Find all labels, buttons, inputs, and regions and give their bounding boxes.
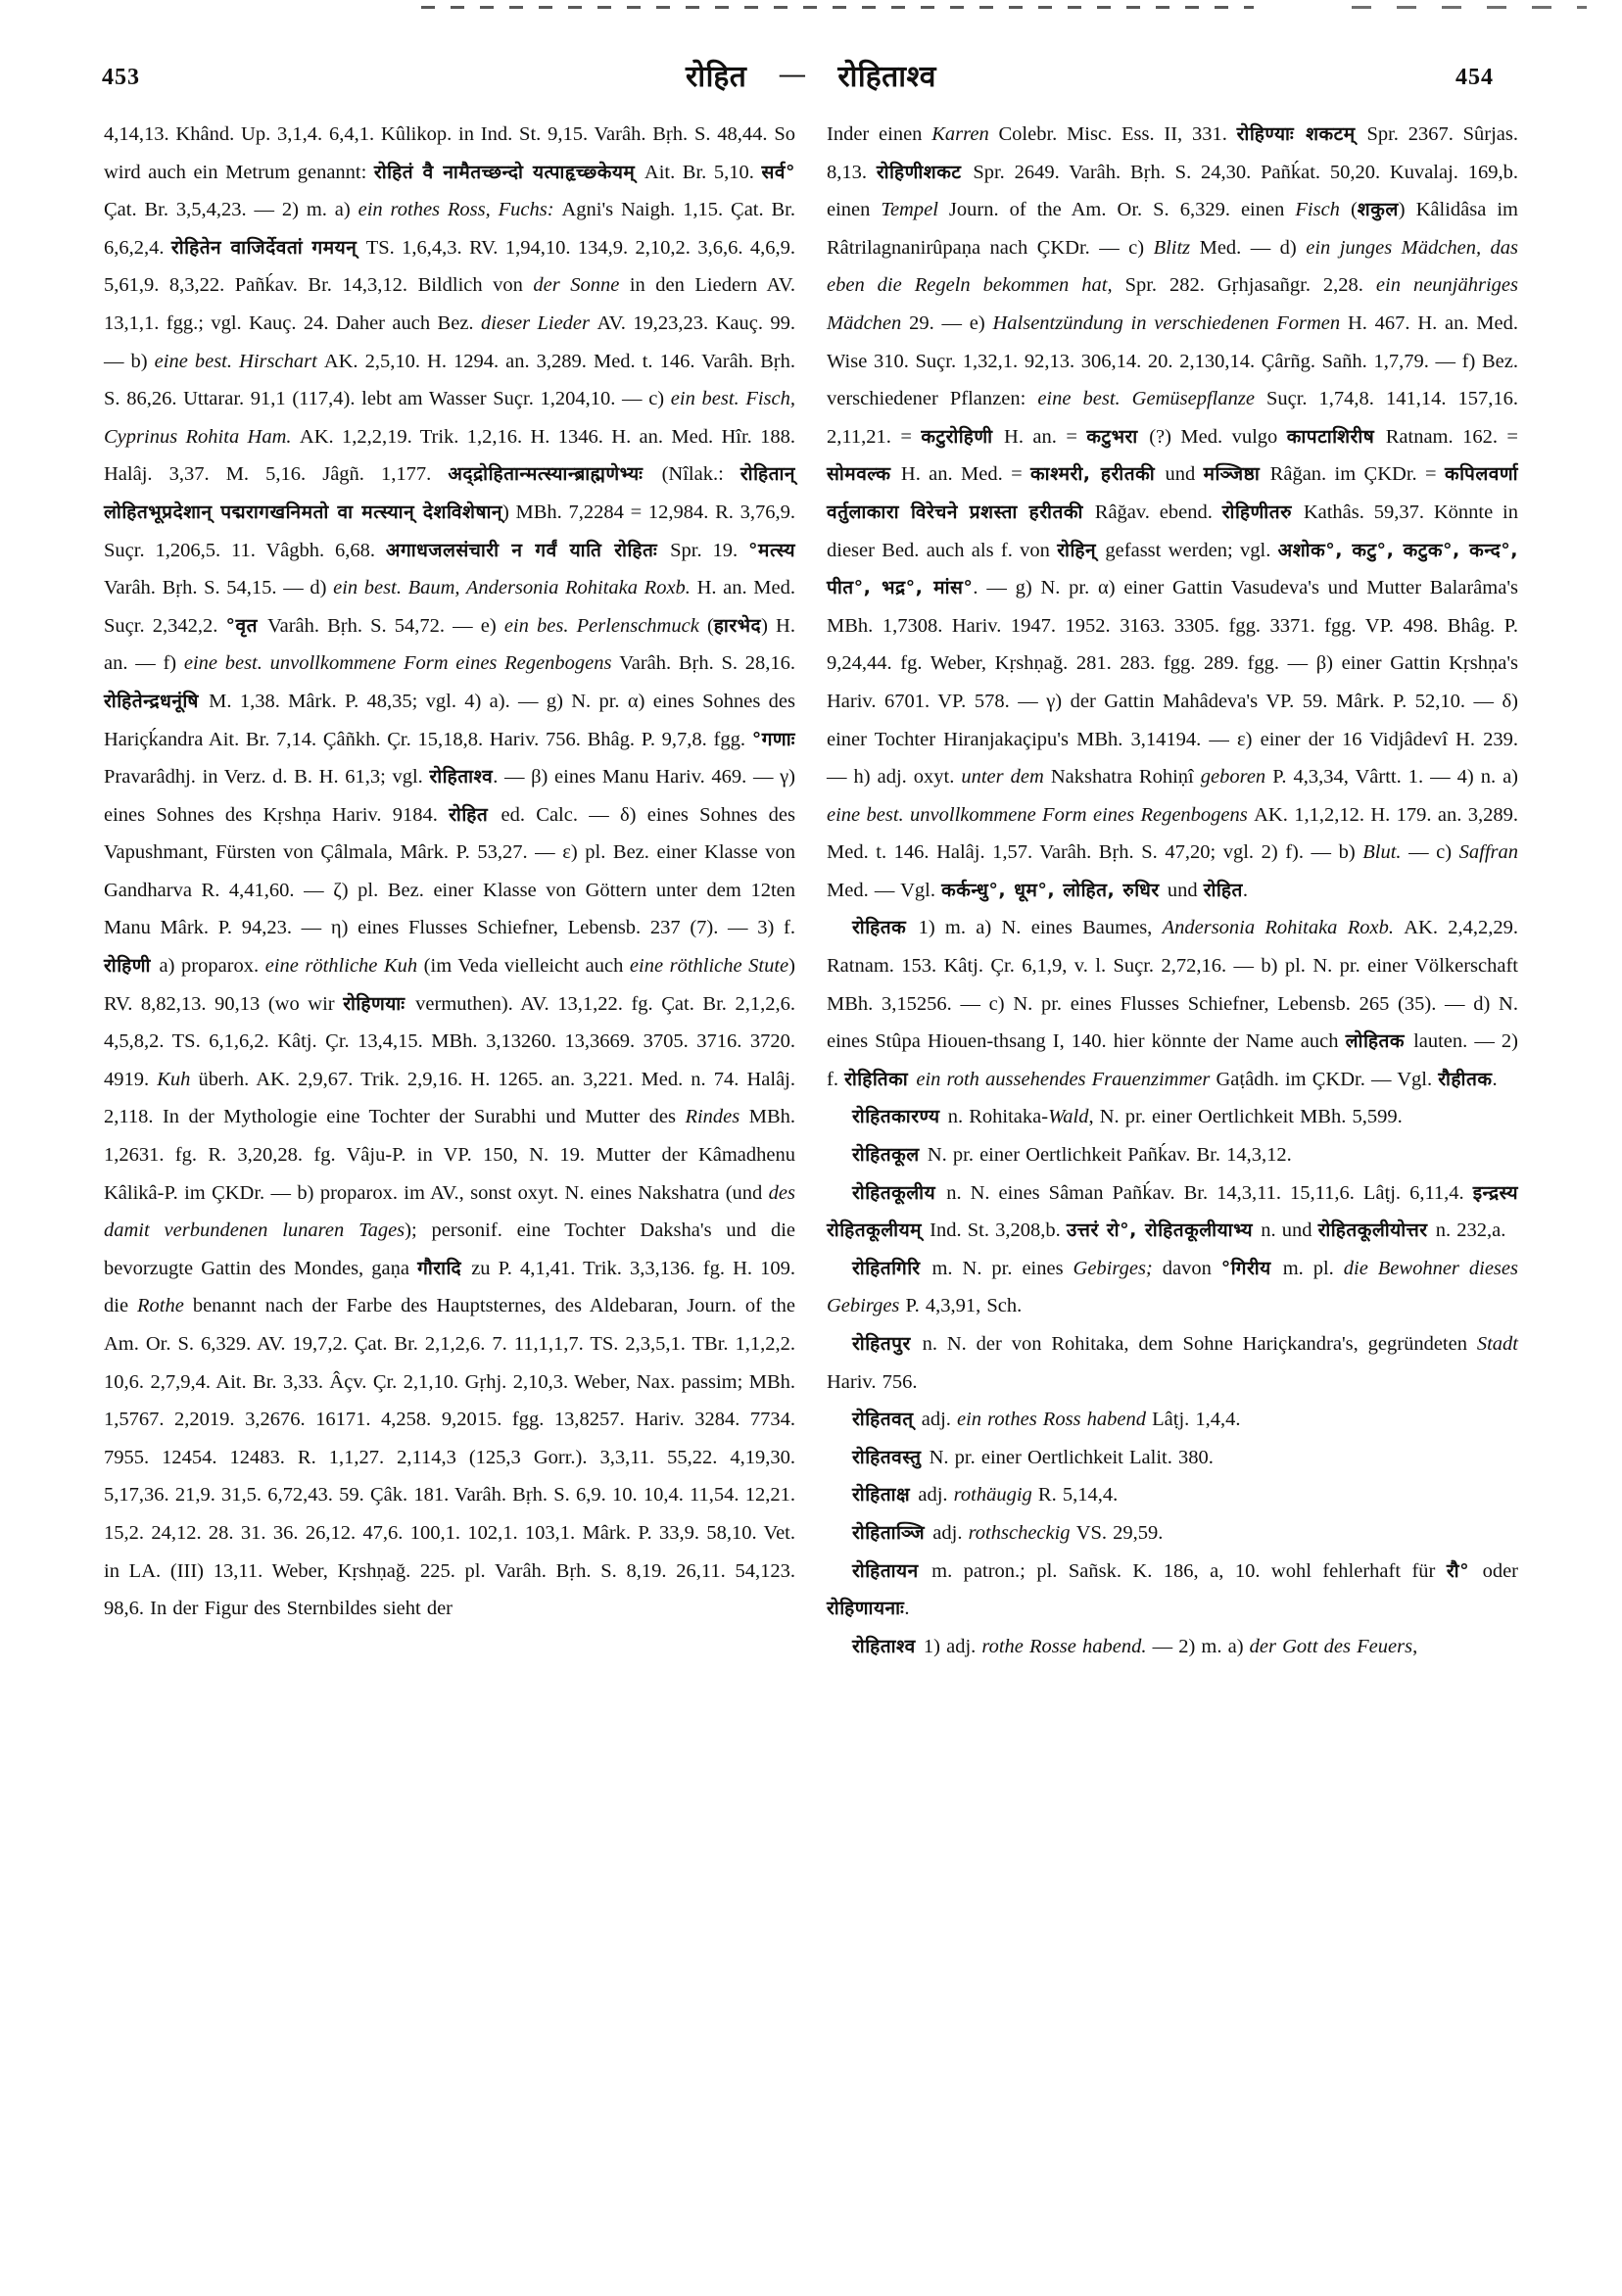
text-run: AK. 1,2,2,19. Trik. 1,2,16. H. 1346. H. an. Med. Hîr. 188. Halâj. 3,37. M. 5,16. Jâgñ. 1,177. <box>104 425 795 486</box>
column-right-454 <box>827 116 1518 1665</box>
devanagari-run: रोहितक <box>852 917 919 939</box>
text-run: und <box>1167 879 1204 901</box>
entry-paragraph <box>827 1325 1518 1401</box>
devanagari-run: अद्द्रोहितान्मत्स्यान्ब्राह्मणेभ्यः <box>448 463 662 486</box>
text-run: (Nîlak.: <box>661 463 740 486</box>
text-run: Varâh. Bṛh. S. 54,15. — d) <box>104 577 334 599</box>
devanagari-run: उत्तरं रो°, रोहितकूलीयाभ्य <box>1066 1220 1262 1242</box>
italic-run: ein junges Mädchen, das eben die Regeln bekommen hat, <box>827 236 1518 297</box>
italic-run: Tempel <box>881 199 949 221</box>
devanagari-run: गौरादि <box>417 1257 472 1279</box>
text-run: davon <box>1162 1257 1221 1279</box>
page-number-left: 453 <box>102 65 140 90</box>
text-run: ) RV. 8,82,13. 90,13 (wo wir <box>104 955 795 1015</box>
text-run: H. an. Med. Suçr. 2,342,2. <box>104 577 795 637</box>
text-run: ); personif. eine Tochter Daksha's und die bevorzugte Gattin des Mondes, gaṇa <box>104 1220 795 1279</box>
devanagari-run: रोहितेन वाजिर्देवतां गमयन् <box>170 236 366 259</box>
text-run: Ind. St. 3,208,b. <box>930 1220 1067 1242</box>
italic-run: eine best. Gemüsepflanze <box>1037 388 1266 410</box>
devanagari-run: रोहिन् <box>1057 539 1106 561</box>
text-run: — 2) m. a) <box>1152 1635 1250 1657</box>
text-run: AV. 19,23,23. Kauç. 99. — b) <box>104 311 796 372</box>
italic-run: ein rothes Ross habend <box>957 1409 1153 1431</box>
italic-run: eine röthliche Kuh <box>264 955 424 978</box>
italic-run: eine best. unvollkommene Form eines Regenbogens <box>183 652 620 675</box>
text-run: lauten. — 2) f. <box>827 1030 1519 1090</box>
devanagari-run: °गिरीय <box>1220 1257 1283 1279</box>
text-run: 4,14,13. Khând. Up. 3,1,4. 6,4,1. Kûlikop. in Ind. St. 9,15. Varâh. Bṛh. S. 48,44. So wird auch ein Metrum genannt: <box>104 123 795 183</box>
text-run: zu P. 4,1,41. Trik. 3,3,136. fg. H. 109. die <box>104 1257 796 1317</box>
text-run: ( <box>706 614 714 637</box>
italic-run: die Bewohner dieses Gebirges <box>827 1257 1518 1317</box>
text-run: m. patron.; pl. Sañsk. K. 186, a, 10. wohl fehlerhaft für <box>931 1559 1447 1582</box>
text-run: m. pl. <box>1282 1257 1344 1279</box>
text-run: — c) <box>1408 841 1459 864</box>
italic-run: der Gott des Feuers <box>1249 1635 1413 1657</box>
text-run: Nakshatra Rohiṇî <box>1050 766 1201 789</box>
running-head-word-left: रोहित <box>686 60 747 94</box>
text-run: . <box>1492 1068 1498 1090</box>
italic-run: Saffran <box>1458 841 1518 864</box>
text-run: Med. — d) <box>1199 236 1307 259</box>
devanagari-run: काश्मरी, हरीतकी <box>1030 463 1166 486</box>
italic-run: ein best. Baum, Andersonia Rohitaka Roxb. <box>333 577 697 599</box>
devanagari-run: रौ° <box>1446 1559 1483 1582</box>
devanagari-run: शकुल <box>1357 199 1399 221</box>
text-run: ) H. an. — f) <box>104 614 795 675</box>
devanagari-run: रोहिताश्व <box>852 1635 924 1657</box>
devanagari-run: रोहित <box>449 803 501 826</box>
text-run: AK. 1,1,2,12. H. 179. an. 3,289. Med. t. 146. Halâj. 1,57. Varâh. Bṛh. S. 47,20; vgl. 2) f). — b) <box>827 803 1518 864</box>
devanagari-run: कर्कन्धु°, धूम°, लोहित, रुधिर <box>941 879 1168 901</box>
entry-paragraph <box>827 1401 1518 1439</box>
text-run: vermuthen). AV. 13,1,22. fg. Çat. Br. 2,1,2,6. 4,5,8,2. TS. 6,1,6,2. Kâtj. Çr. 13,4,15. MBh. 3,13260. 13,3669. 3705. 3716. 3720. 4919. <box>104 992 795 1090</box>
devanagari-run: रोहिणी <box>104 955 160 978</box>
devanagari-run: रोहितकूलीय <box>852 1181 947 1204</box>
text-run: , <box>1412 1635 1418 1657</box>
text-run: . — g) N. pr. α) einer Gattin Vasudeva's und Mutter Balarâma's MBh. 1,7308. Hariv. 1947. 1952. 3163. 3305. fgg. 3371. fgg. VP. 498. Bhâg. P. 9,24,44. fg. Weber, Kṛshṇağ. 281. 283. fgg. 289. fgg. — β) einer Gattin Kṛshṇa's Hariv. 6701. VP. 578. — γ) der Gattin Mahâdeva's VP. 59. Mârk. P. 52,10. — δ) einer Tochter Hiranjakaçipu's MBh. 3,14194. — ε) einer der 16 Vidjâdevî H. 239. — h) adj. oxyt. <box>827 577 1518 789</box>
text-run: 1) adj. <box>923 1635 982 1657</box>
text-run: Gaṭâdh. im ÇKDr. — Vgl. <box>1216 1068 1439 1090</box>
text-run: Suçr. 1,74,8. 141,14. 157,16. 2,11,21. = <box>827 388 1518 448</box>
running-head-word-right: रोहिताश्व <box>837 60 936 94</box>
text-run: n. und <box>1261 1220 1318 1242</box>
text-run: in den Liedern AV. 13,1,1. fgg.; vgl. Kauç. 24. Daher auch Bez. <box>104 274 795 334</box>
text-run: . <box>1242 879 1248 901</box>
text-run: gefasst werden; vgl. <box>1105 539 1278 561</box>
devanagari-run: रोहितगिरि <box>852 1257 932 1279</box>
italic-run: Kuh <box>157 1068 199 1090</box>
text-run: Râğav. ebend. <box>1094 501 1222 523</box>
devanagari-run: रौहीतक <box>1438 1068 1493 1090</box>
text-run: AK. 2,4,2,29. Ratnam. 153. Kâtj. Çr. 6,1,9, v. l. Suçr. 2,72,16. — b) pl. N. pr. einer Völkerschaft MBh. 3,15256. — c) N. pr. eines Flusses Schiefner, Lebensb. 265 (35). — d) N. eines Stûpa Hiouen-thsang I, 140. hier könnte der Name auch <box>827 917 1519 1053</box>
devanagari-run: रोहितवत् <box>852 1409 922 1431</box>
devanagari-run: कापटाशिरीष <box>1286 425 1386 448</box>
text-run: ( <box>1350 199 1358 221</box>
text-run: Varâh. Bṛh. S. 28,16. <box>619 652 795 675</box>
italic-run: Halsentzündung in verschiedenen Formen <box>992 311 1348 334</box>
italic-run: ein neunjähriges Mädchen <box>827 274 1518 334</box>
text-run: AK. 2,5,10. H. 1294. an. 3,289. Med. t. 146. Varâh. Bṛh. S. 86,26. Uttarar. 91,1 (117,4). lebt am Wasser Suçr. 1,204,10. — c) <box>104 350 795 410</box>
text-run: . — β) eines Manu Hariv. 469. — γ) eines Sohnes des Kṛshṇa Hariv. 9184. <box>104 766 795 826</box>
text-run: Spr. 2367. Sûrjas. 8,13. <box>827 123 1518 183</box>
italic-run: Karren <box>931 123 999 145</box>
text-run: Râğan. im ÇKDr. = <box>1269 463 1445 486</box>
devanagari-run: रोहितकारण्य <box>852 1106 948 1128</box>
text-run: Ratnam. 162. = <box>1385 425 1518 448</box>
italic-run: Blitz <box>1153 236 1200 259</box>
italic-run: dieser Lieder <box>480 311 597 334</box>
entry-paragraph <box>827 1098 1518 1136</box>
text-run: . <box>904 1598 910 1620</box>
text-run: Spr. 19. <box>670 539 749 561</box>
italic-run: Fisch <box>1295 199 1351 221</box>
italic-run: geboren <box>1200 766 1273 789</box>
text-run: MBh. 1,2631. fg. R. 3,20,28. fg. Vâju-P. in VP. 150, N. 19. Mutter der Kâmadhenu Kâlikâ-P. im ÇKDr. — b) proparox. im AV., sonst oxyt. N. eines Nakshatra (und <box>104 1106 795 1204</box>
text-run: n. N. eines Sâman Pañḱav. Br. 14,3,11. 15,11,6. Lâṭj. 6,11,4. <box>946 1181 1473 1204</box>
text-run: R. 5,14,4. <box>1037 1484 1119 1507</box>
entry-paragraph <box>827 1628 1518 1666</box>
entry-paragraph <box>827 909 1518 1098</box>
text-run: n. N. der von Rohitaka, dem Sohne Hariçkandra's, gegründeten <box>922 1333 1477 1355</box>
text-run: P. 4,3,34, Vârtt. 1. — 4) n. a) <box>1272 766 1518 789</box>
italic-run: rothe Rosse habend. <box>981 1635 1153 1657</box>
scan-artifact <box>421 6 1254 9</box>
text-run: adj. <box>918 1484 954 1507</box>
devanagari-run: लोहितक <box>1345 1030 1414 1053</box>
text-run: (?) Med. vulgo <box>1149 425 1287 448</box>
devanagari-run: इन्द्रस्य रोहितकूलीयम् <box>827 1181 1519 1242</box>
devanagari-run: रोहिणयाः <box>343 992 416 1015</box>
italic-run: unter dem <box>961 766 1051 789</box>
text-run: Kathâs. 59,37. Könnte in dieser Bed. auch als f. von <box>827 501 1518 561</box>
entry-paragraph <box>827 1439 1518 1477</box>
text-run: M. 1,38. Mârk. P. 48,35; vgl. 4) a). — g) N. pr. α) eines Sohnes des Hariçḱandra Ait. Br. 7,14. Çâñkh. Çr. 15,18,8. Hariv. 756. Bhâg. P. 9,7,8. fgg. <box>104 690 795 750</box>
text-run: ed. Calc. — δ) eines Sohnes des Vapushmant, Fürsten von Çâlmala, Mârk. P. 53,27. — ε) pl. Bez. einer Klasse von Gandharva R. 4,41,60. — ζ) pl. Bez. einer Klasse von Göttern unter dem 12ten Manu Mârk. P. 94,23. — η) eines Flusses Schiefner, Lebensb. 237 (7). — 3) f. <box>104 803 795 939</box>
devanagari-run: °गणाः <box>751 728 795 750</box>
devanagari-run: रोहिताक्ष <box>852 1484 919 1507</box>
running-head <box>0 55 1622 95</box>
text-run: m. N. pr. eines <box>931 1257 1073 1279</box>
italic-run: Blut. <box>1362 841 1409 864</box>
text-run: Ait. Br. 5,10. <box>644 161 762 183</box>
devanagari-run: रोहित <box>1203 879 1243 901</box>
text-run: H. 467. H. an. Med. Wise 310. Suçr. 1,32,1. 92,13. 306,14. 20. 2,130,14. Çârñg. Sañh. 1,7,79. — f) Bez. verschiedener Pflanzen: <box>827 311 1518 410</box>
devanagari-run: कटुरोहिणी <box>921 425 1005 448</box>
text-run: Varâh. Bṛh. S. 54,72. — e) <box>267 614 504 637</box>
entry-paragraph <box>827 1514 1518 1553</box>
text-run: und <box>1165 463 1204 486</box>
text-run: a) proparox. <box>159 955 265 978</box>
italic-run: rothscheckig <box>968 1521 1076 1544</box>
italic-run: Andersonia Rohitaka Roxb. <box>1162 917 1405 939</box>
text-run: Inder einen <box>827 123 932 145</box>
text-run: TS. 1,6,4,3. RV. 1,94,10. 134,9. 2,10,2. 3,6,6. 4,6,9. 5,61,9. 8,3,22. Pañḱav. Br. 14,3,12. Bildlich von <box>104 236 796 297</box>
italic-run: Rindes <box>685 1106 749 1128</box>
text-run: Agni's Naigh. 1,15. Çat. Br. 6,6,2,4. <box>104 199 795 259</box>
text-run: Journ. of the Am. Or. S. 6,329. einen <box>948 199 1296 221</box>
entry-paragraph <box>827 1476 1518 1514</box>
italic-run: eine best. Hirschart <box>154 350 324 372</box>
entry-paragraph <box>827 116 1518 909</box>
text-run: H. an. = <box>1004 425 1087 448</box>
text-run: Med. — Vgl. <box>827 879 942 901</box>
italic-run: Wald <box>1048 1106 1089 1128</box>
devanagari-run: रोहितान् लोहितभूप्रदेशान् पद्मरागखनिमतो वा मत्स्यान् देशविशेषान् <box>104 463 795 523</box>
text-run: benannt nach der Farbe des Hauptsternes, des Aldebaran, Journ. of the Am. Or. S. 6,329. AV. 19,7,2. Çat. Br. 2,1,2,6. 7. 11,1,1,7. TS. 2,3,5,1. TBr. 1,1,2,2. 10,6. 2,7,9,4. Ait. Br. 3,33. Âçv. Çr. 2,1,10. Gṛhj. 2,10,3. Weber, Nax. passim; MBh. 1,5767. 2,2019. 3,2676. 16171. 4,258. 9,2015. fgg. 13,8257. Hariv. 3284. 7734. 7955. 12454. 12483. R. 1,1,27. 2,114,3 (125,3 Gorr.). 3,3,11. 55,22. 4,19,30. 5,17,36. 21,9. 31,5. 6,72,43. 59. Çâk. 181. Varâh. Bṛh. S. 6,9. 10. 10,4. 11,54. 12,21. 15,2. 24,12. 28. 31. 36. 26,12. 47,6. 100,1. 102,1. 103,1. Mârk. P. 33,9. 58,10. Vet. in LA. (III) 13,11. Weber, Kṛshṇağ. 225. pl. Varâh. Bṛh. S. 8,19. 26,11. 54,123. 98,6. In der Figur des Sternbildes sieht der <box>104 1295 795 1620</box>
italic-run: eine röthliche Stute <box>629 955 789 978</box>
devanagari-run: रोहितायन <box>852 1559 932 1582</box>
devanagari-run: रोहिणीशकट <box>876 161 974 183</box>
devanagari-run: सोमवल्क <box>827 463 901 486</box>
devanagari-run: कटुभरा <box>1086 425 1150 448</box>
devanagari-run: मञ्जिष्ठा <box>1203 463 1270 486</box>
entry-paragraph <box>827 1250 1518 1325</box>
devanagari-run: रोहितिका <box>844 1068 917 1090</box>
text-run: Çat. Br. 3,5,4,23. — 2) m. a) <box>104 199 358 221</box>
text-run: H. an. Med. = <box>900 463 1031 486</box>
entry-paragraph <box>827 1553 1518 1628</box>
text-run: P. 4,3,91, Sch. <box>905 1295 1023 1317</box>
italic-run: ein bes. Perlenschmuck <box>503 614 707 637</box>
text-run: VS. 29,59. <box>1075 1521 1164 1544</box>
devanagari-run: हारभेद <box>713 614 762 637</box>
text-run: Spr. 2649. Varâh. Bṛh. S. 24,30. Pañḱat. 50,20. Kuvalaj. 169,b. einen <box>827 161 1519 221</box>
text-run: Spr. 282. Gṛhjasañgr. 2,28. <box>1124 274 1376 297</box>
text-run: Hariv. 756. <box>827 1370 918 1393</box>
italic-run: ein rothes Ross, Fuchs: <box>358 199 562 221</box>
column-left-453 <box>104 116 795 1628</box>
entry-paragraph <box>827 1174 1518 1250</box>
text-run: 29. — e) <box>909 311 993 334</box>
text-run: adj. <box>921 1409 958 1431</box>
text-run: Lâṭj. 1,4,4. <box>1152 1409 1241 1431</box>
italic-run: Stadt <box>1476 1333 1518 1355</box>
devanagari-run: °मत्स्य <box>748 539 795 561</box>
italic-run: ein best. Fisch, Cyprinus Rohita Ham. <box>104 388 795 448</box>
text-run: Pravarâdhj. in Verz. d. B. H. 61,3; vgl. <box>104 766 430 789</box>
italic-run: der Sonne <box>533 274 630 297</box>
running-head-separator: — <box>779 60 805 88</box>
devanagari-run: रोहितपुर <box>852 1333 923 1355</box>
entry-paragraph <box>104 116 795 1628</box>
italic-run: des damit verbundenen lunaren Tages <box>104 1181 795 1242</box>
italic-run: Rothe <box>137 1295 193 1317</box>
devanagari-run: रोहितकूल <box>852 1144 928 1167</box>
scan-artifact <box>1352 6 1587 9</box>
devanagari-run: रोहिण्याः शकटम् <box>1236 123 1367 145</box>
entry-paragraph <box>827 1136 1518 1174</box>
devanagari-run: रोहितं वै नामैतच्छन्दो यत्पाहृच्छ्केयम् <box>373 161 644 183</box>
text-run: ) MBh. 7,2284 = 12,984. R. 3,76,9. Suçr. 1,206,5. 11. Vâgbh. 6,68. <box>104 501 795 561</box>
devanagari-run: रोहितेन्द्रधनूंषि <box>104 690 210 712</box>
italic-run: eine best. unvollkommene Form eines Regenbogens <box>827 803 1255 826</box>
text-run: 1) m. a) N. eines Baumes, <box>918 917 1163 939</box>
text-run: ) Kâlidâsa im Râtrilagnanirûpaṇa nach ÇKDr. — c) <box>827 199 1518 259</box>
text-run: überh. AK. 2,9,67. Trik. 2,9,16. H. 1265. an. 3,221. Med. n. 74. Halâj. 2,118. In der Mythologie eine Tochter der Surabhi und Mutter des <box>104 1068 795 1128</box>
text-run: oder <box>1482 1559 1518 1582</box>
devanagari-run: अगाधजलसंचारी न गर्वं याति रोहितः <box>385 539 671 561</box>
text-run: adj. <box>932 1521 969 1544</box>
text-run: (im Veda vielleicht auch <box>423 955 630 978</box>
devanagari-run: सर्व° <box>761 161 795 183</box>
devanagari-run: रोहिताश्व <box>429 766 494 789</box>
devanagari-run: रोहिताञ्जि <box>852 1521 933 1544</box>
text-run: n. Rohitaka- <box>947 1106 1049 1128</box>
devanagari-run: °वृत <box>225 614 268 637</box>
devanagari-run: रोहितवस्तु <box>852 1446 930 1468</box>
devanagari-run: रोहिणीतरु <box>1221 501 1304 523</box>
devanagari-run: रोहितकूलीयोत्तर <box>1317 1220 1436 1242</box>
devanagari-run: अशोक°, कटु°, कटुक°, कन्द°, पीत°, भद्र°, मांस° <box>827 539 1518 599</box>
italic-run: ein roth aussehendes Frauenzimmer <box>916 1068 1216 1090</box>
italic-run: rothäugig <box>953 1484 1038 1507</box>
text-run: , N. pr. einer Oertlichkeit MBh. 5,599. <box>1088 1106 1403 1128</box>
text-run: N. pr. einer Oertlichkeit Lalit. 380. <box>929 1446 1214 1468</box>
text-run: n. 232,a. <box>1435 1220 1506 1242</box>
devanagari-run: कपिलवर्णा वर्तुलाकारा विरेचने प्रशस्ता हरीतकी <box>827 463 1519 523</box>
text-run: Colebr. Misc. Ess. II, 331. <box>998 123 1237 145</box>
devanagari-run: रोहिणायनाः <box>827 1598 905 1620</box>
text-run: N. pr. einer Oertlichkeit Pañḱav. Br. 14,3,12. <box>927 1144 1292 1167</box>
page-number-right: 454 <box>1455 65 1494 90</box>
italic-run: Gebirges; <box>1073 1257 1163 1279</box>
